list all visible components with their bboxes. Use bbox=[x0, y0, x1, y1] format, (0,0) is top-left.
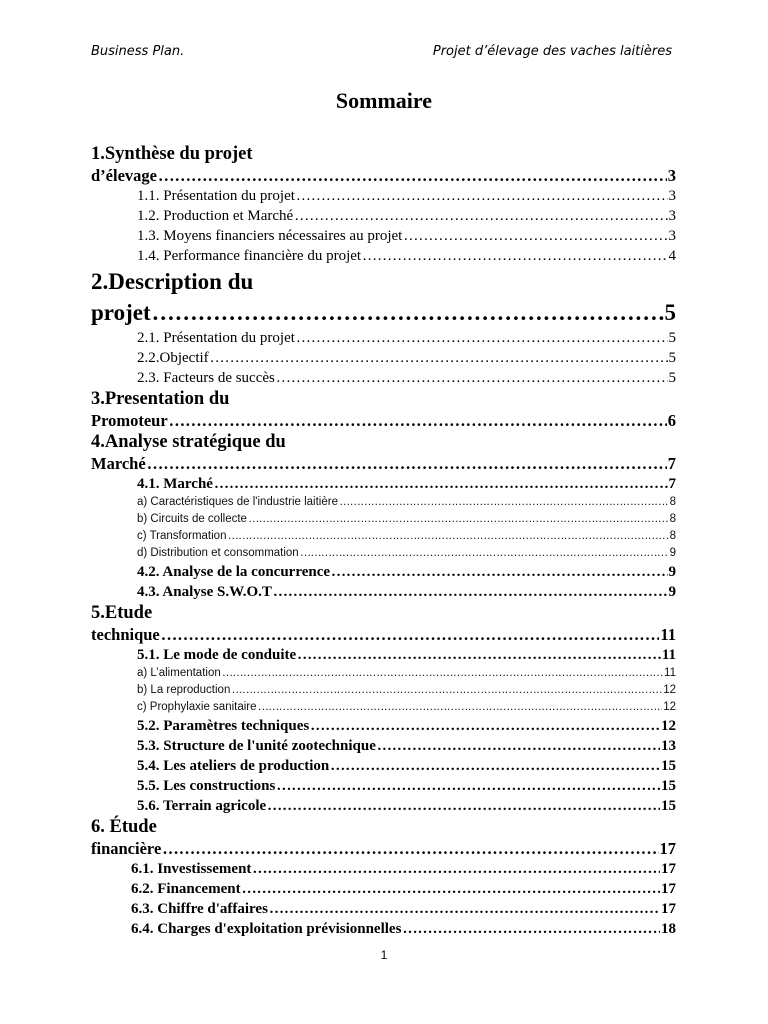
toc-subitem[interactable]: b) Circuits de collecte ………………………………………………………………………………………………………………………………………………………………………………………………………… 8 bbox=[91, 511, 676, 528]
toc-subitem[interactable]: a) L’alimentation ………………………………………………………………………………………………………………………………………………………………………………………………………… 11 bbox=[91, 665, 676, 682]
toc-subitem[interactable]: b) La reproduction ………………………………………………………………………………………………………………………………………………………………………………………………………… 12 bbox=[91, 682, 676, 699]
toc-item[interactable]: 2.2.Objectif ………………………………………………………………………………………………………………………………………………………………………………………………………… 5 bbox=[91, 348, 676, 368]
toc-section-6-entry[interactable]: financière ………………………………………………………………………………………………………………………………………………………………………………………………………… 17 bbox=[91, 839, 676, 859]
toc-section-4-title: 4.Analyse stratégique du bbox=[91, 432, 286, 452]
toc-section-1-title: 1.Synthèse du projet bbox=[91, 144, 253, 164]
toc-subitem[interactable]: d) Distribution et consommation ………………………………………………………………………………………………………………………………………………………………………………………………………… 9 bbox=[91, 545, 676, 562]
toc-item[interactable]: 6.3. Chiffre d'affaires ………………………………………………………………………………………………………………………………………………………………………………………………………… 17 bbox=[91, 899, 676, 919]
toc-item[interactable]: 1.3. Moyens financiers nécessaires au projet ………………………………………………………………………………………………………………………………………………………………………………………………………… 3 bbox=[91, 226, 676, 246]
toc-subitem[interactable]: c) Transformation ………………………………………………………………………………………………………………………………………………………………………………………………………… 8 bbox=[91, 528, 676, 545]
toc-item[interactable]: 6.4. Charges d'exploitation prévisionnelles ………………………………………………………………………………………………………………………………………………………………………………………………………… 18 bbox=[91, 919, 676, 939]
toc-item[interactable]: 1.1. Présentation du projet ………………………………………………………………………………………………………………………………………………………………………………………………………… 3 bbox=[91, 186, 676, 206]
toc-section-3-entry[interactable]: Promoteur ………………………………………………………………………………………………………………………………………………………………………………………………………… 6 bbox=[91, 411, 676, 431]
toc-section-5-title: 5.Etude bbox=[91, 603, 153, 623]
toc-item[interactable]: 6.1. Investissement ………………………………………………………………………………………………………………………………………………………………………………………………………… 17 bbox=[91, 859, 676, 879]
toc-item[interactable]: 5.3. Structure de l'unité zootechnique ………………………………………………………………………………………………………………………………………………………………………………………………………… 13 bbox=[91, 736, 676, 756]
toc-item[interactable]: 4.3. Analyse S.W.O.T ………………………………………………………………………………………………………………………………………………………………………………………………………… 9 bbox=[91, 582, 676, 602]
toc-item[interactable]: 5.5. Les constructions ………………………………………………………………………………………………………………………………………………………………………………………………………… 15 bbox=[91, 776, 676, 796]
leader-dots bbox=[158, 166, 667, 186]
toc-section-1-entry[interactable]: d’élevage ………………………………………………………………………………………………………………………………………………………………………………………………………… 3 bbox=[91, 166, 676, 186]
toc-item[interactable]: 2.1. Présentation du projet ………………………………………………………………………………………………………………………………………………………………………………………………………… 5 bbox=[91, 328, 676, 348]
toc-item[interactable]: 5.2. Paramètres techniques ………………………………………………………………………………………………………………………………………………………………………………………………………… 12 bbox=[91, 716, 676, 736]
toc-subitem[interactable]: c) Prophylaxie sanitaire ………………………………………………………………………………………………………………………………………………………………………………………………………… 12 bbox=[91, 699, 676, 716]
toc-item[interactable]: 4.2. Analyse de la concurrence ………………………………………………………………………………………………………………………………………………………………………………………………………… 9 bbox=[91, 562, 676, 582]
page-title: Sommaire bbox=[335, 88, 433, 113]
toc-subitem[interactable]: a) Caractéristiques de l'industrie laitière ………………………………………………………………………………………………………………………………………………………………………………………………………… 8 bbox=[91, 494, 676, 511]
table-of-contents bbox=[91, 143, 676, 939]
page-number-footer: 1 bbox=[380, 948, 388, 962]
toc-item[interactable]: 4.1. Marché ………………………………………………………………………………………………………………………………………………………………………………………………………… 7 bbox=[91, 474, 676, 494]
toc-section-4-entry[interactable]: Marché ………………………………………………………………………………………………………………………………………………………………………………………………………… 7 bbox=[91, 454, 676, 474]
toc-section-2-entry[interactable]: projet ………………………………………………………………………………………………………………………………………………………………………………………………………… 5 bbox=[91, 297, 676, 328]
running-header-left: Business Plan. bbox=[91, 44, 185, 59]
toc-section-6-title: 6. Étude bbox=[91, 817, 157, 837]
page-number: 3 bbox=[667, 166, 676, 185]
toc-item[interactable]: 1.4. Performance financière du projet ………………………………………………………………………………………………………………………………………………………………………………………………………… 4 bbox=[91, 246, 676, 266]
running-header-right: Projet d’élevage des vaches laitières bbox=[432, 44, 672, 59]
toc-item[interactable]: 2.3. Facteurs de succès ………………………………………………………………………………………………………………………………………………………………………………………………………… 5 bbox=[91, 368, 676, 388]
toc-section-5-entry[interactable]: technique ………………………………………………………………………………………………………………………………………………………………………………………………………… 11 bbox=[91, 625, 676, 645]
toc-section-3-title: 3.Presentation du bbox=[91, 389, 230, 409]
toc-item[interactable]: 6.2. Financement ………………………………………………………………………………………………………………………………………………………………………………………………………… 17 bbox=[91, 879, 676, 899]
toc-item[interactable]: 1.2. Production et Marché ………………………………………………………………………………………………………………………………………………………………………………………………………… 3 bbox=[91, 206, 676, 226]
toc-item[interactable]: 5.1. Le mode de conduite ………………………………………………………………………………………………………………………………………………………………………………………………………… 11 bbox=[91, 645, 676, 665]
toc-section-2-title: 2.Description du bbox=[91, 269, 254, 294]
toc-item[interactable]: 5.4. Les ateliers de production ………………………………………………………………………………………………………………………………………………………………………………………………………… 15 bbox=[91, 756, 676, 776]
toc-item[interactable]: 5.6. Terrain agricole ………………………………………………………………………………………………………………………………………………………………………………………………………… 15 bbox=[91, 796, 676, 816]
